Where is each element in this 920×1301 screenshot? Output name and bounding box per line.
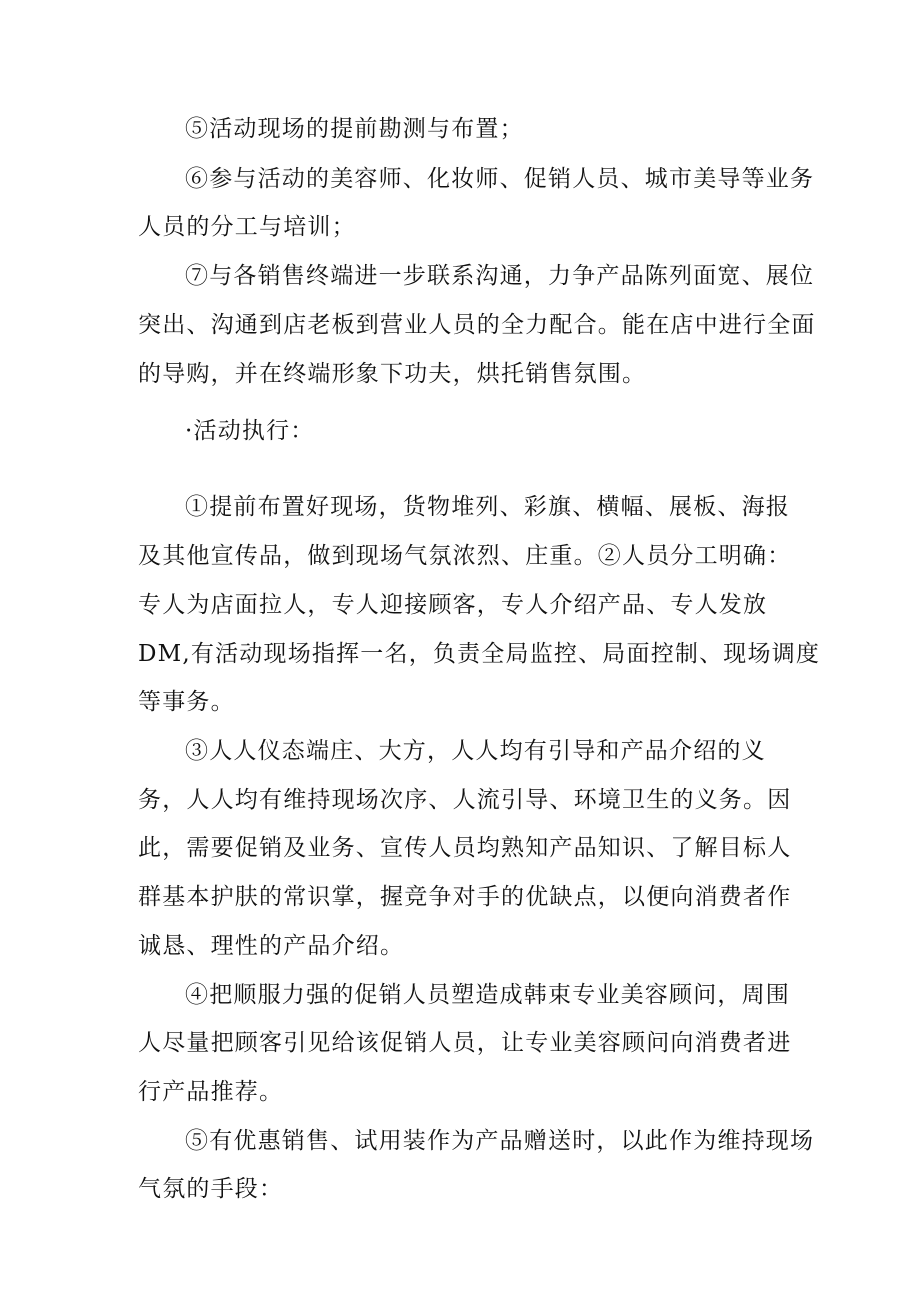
list-item-6-staff-cont: 人员的分工与培训； [138,214,356,240]
paragraph-3-conduct-cont-3: 群基本护肤的常识掌，握竞争对手的优缺点，以便向消费者作 [138,884,792,910]
section-heading-activity-execution: ·活动执行： [185,418,315,444]
paragraph-1-setup-cont-2: 专人为店面拉人，专人迎接顾客，专人介绍产品、专人发放 [138,592,768,618]
paragraph-5-promotion: ⑤有优惠销售、试用装作为产品赠送时，以此作为维持现场 [185,1128,815,1154]
paragraph-1-setup: ①提前布置好现场，货物堆列、彩旗、横幅、展板、海报 [185,494,790,520]
paragraph-1-setup-cont-4: 等事务。 [138,689,235,715]
list-item-5-prep: ⑤活动现场的提前勘测与布置； [185,116,524,142]
paragraph-1-setup-cont-3: DM,有活动现场指挥一名，负责全局监控、局面控制、现场调度 [138,641,821,667]
paragraph-4-consultant-cont-2: 行产品推荐。 [138,1079,284,1105]
paragraph-3-conduct: ③人人仪态端庄、大方，人人均有引导和产品介绍的义 [185,738,766,764]
list-item-7-terminal-cont-1: 突出、沟通到店老板到营业人员的全力配合。能在店中进行全面 [138,312,816,338]
paragraph-3-conduct-cont-2: 此，需要促销及业务、宣传人员均熟知产品知识、了解目标人 [138,835,792,861]
paragraph-5-promotion-cont: 气氛的手段： [138,1176,284,1202]
list-item-6-staff: ⑥参与活动的美容师、化妆师、促销人员、城市美导等业务 [185,166,815,192]
list-item-7-terminal: ⑦与各销售终端进一步联系沟通，力争产品陈列面宽、展位 [185,263,815,289]
paragraph-3-conduct-cont-4: 诚恳、理性的产品介绍。 [138,933,405,959]
paragraph-4-consultant: ④把顺服力强的促销人员塑造成韩束专业美容顾问，周围 [185,982,790,1008]
paragraph-3-conduct-cont-1: 务，人人均有维持现场次序、人流引导、环境卫生的义务。因 [138,787,792,813]
paragraph-4-consultant-cont-1: 人尽量把顾客引见给该促销人员，让专业美容顾问向消费者进 [138,1030,792,1056]
paragraph-1-setup-cont-1: 及其他宣传品，做到现场气氛浓烈、庄重。②人员分工明确： [138,543,792,569]
list-item-7-terminal-cont-2: 的导购，并在终端形象下功夫，烘托销售氛围。 [138,361,647,387]
